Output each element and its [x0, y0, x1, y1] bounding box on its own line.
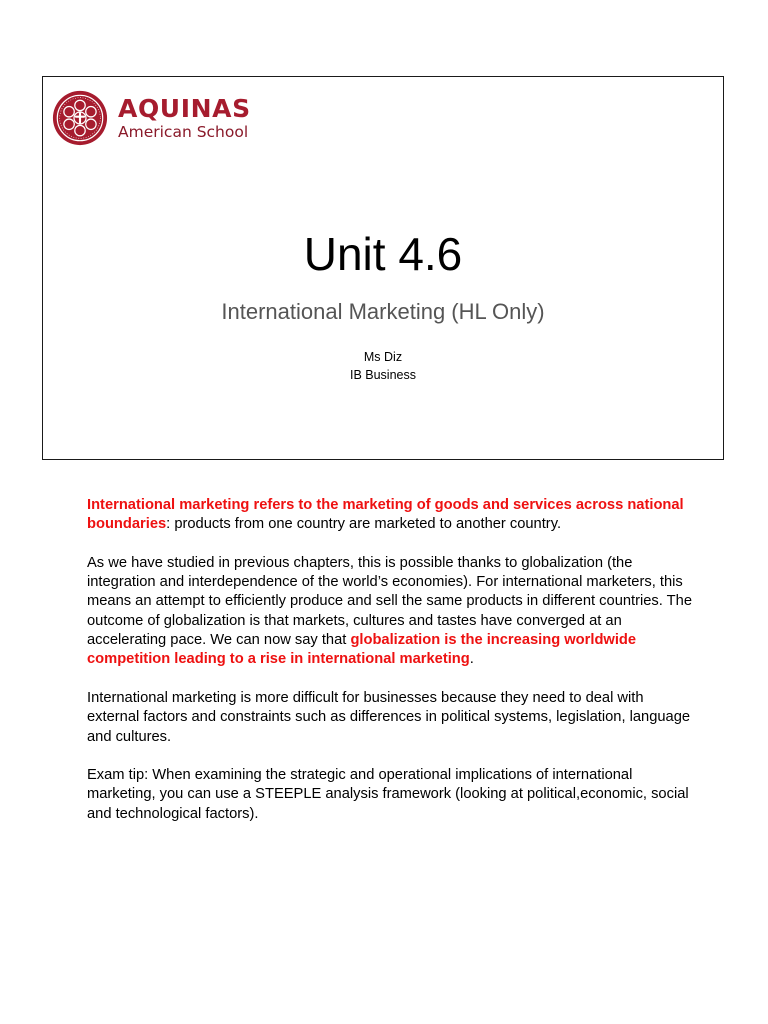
- school-name: AQUINAS: [118, 93, 251, 123]
- paragraph-exam-tip: Exam tip: When examining the strategic and operational implications of international marketing, you can use a STEEPLE analysis framework (looking at political,economic, social and technological factors).: [87, 767, 689, 822]
- definition-rest: : products from one country are marketed to another country.: [166, 516, 562, 533]
- paragraph-difficulty: International marketing is more difficult for businesses because they need to deal with external factors and constraints such as differences in political systems, legislation, language and cultures.: [87, 689, 691, 745]
- notes-body: [87, 496, 699, 843]
- globalization-end: .: [469, 651, 474, 668]
- school-seal-icon: [51, 89, 109, 147]
- paragraph-definition: [87, 496, 699, 535]
- slide-course: IB Business: [349, 368, 416, 382]
- definition-highlight: International marketing refers to the marketing of goods and services across national boundaries: [87, 497, 684, 533]
- school-subname: American School: [118, 122, 249, 141]
- school-wordmark: [118, 93, 251, 141]
- paragraph-globalization: [87, 554, 699, 670]
- title-slide: [42, 76, 724, 460]
- globalization-highlight: globalization is the increasing worldwide competition leading to a rise in international marketing: [87, 632, 637, 668]
- globalization-lead: As we have studied in previous chapters, this is possible thanks to globalization (the integration and interdependence of the world’s economies). For international marketers, this means an attempt to efficiently produce and sell the same products in different countries. The outcome of globalization is that markets, cultures and tastes have converged at an accelerating pace. We can now say that: [87, 554, 692, 649]
- slide-subtitle: International Marketing (HL Only): [221, 299, 545, 324]
- slide-author: Ms Diz: [363, 350, 403, 364]
- slide-title: Unit 4.6: [303, 228, 463, 280]
- school-logo: [51, 89, 251, 147]
